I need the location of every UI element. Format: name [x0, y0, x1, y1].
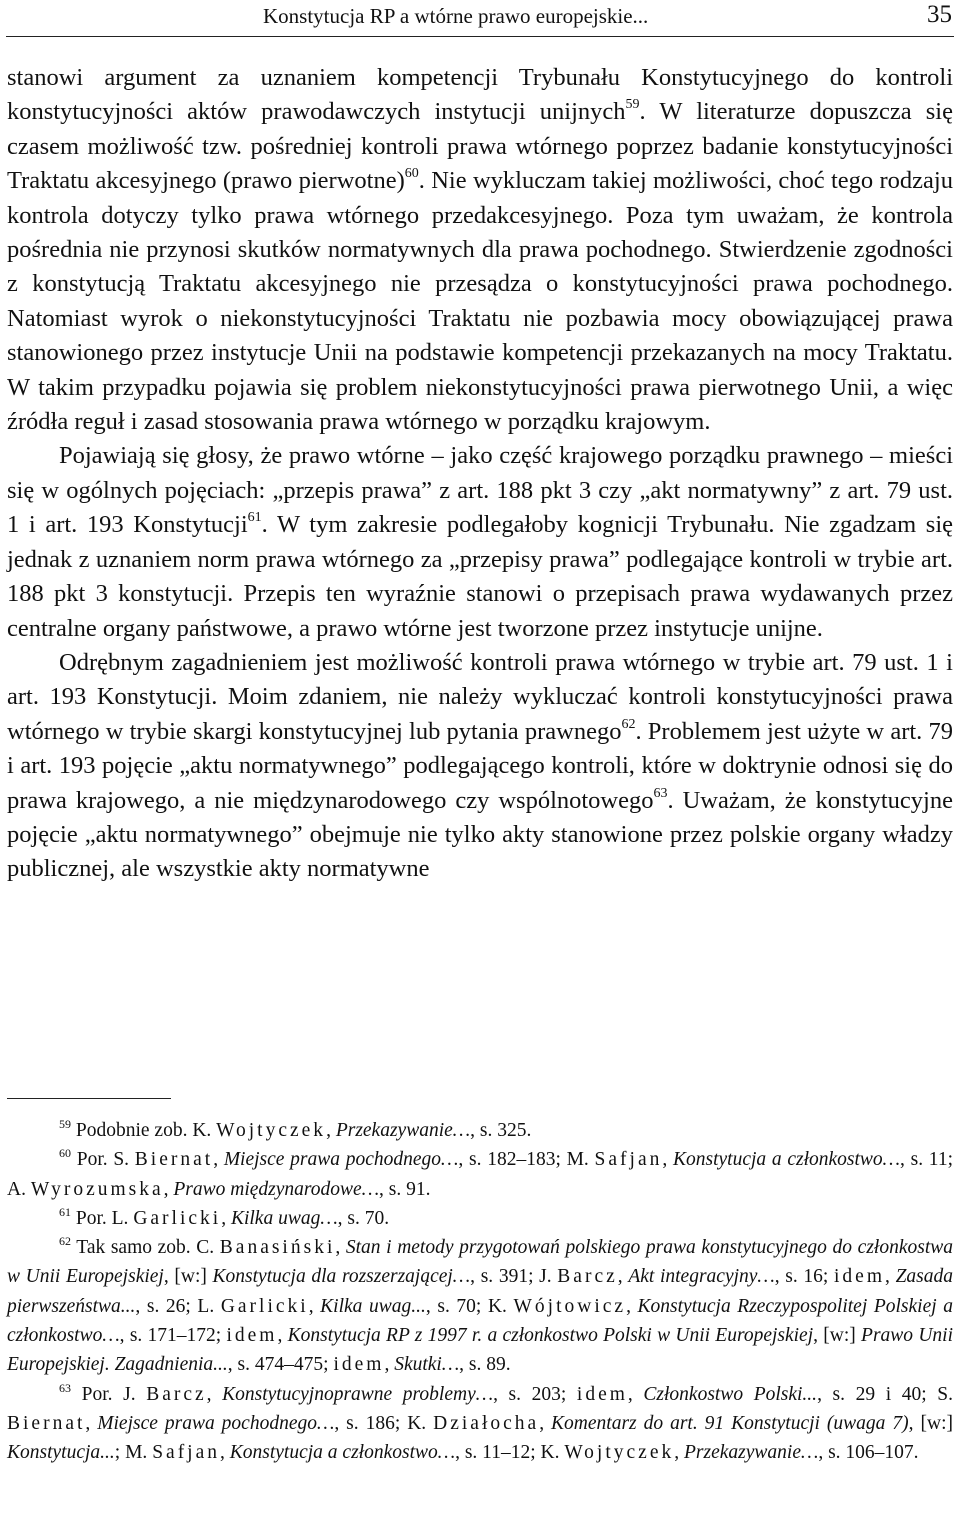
text-run: stanowi argument za uznaniem kompetencji Trybunału Konstytucyjnego do kontroli konstytucyjności aktów prawodawczych instytucji unijnych: [7, 64, 953, 126]
text-run: ,: [626, 1295, 638, 1317]
author-name: Safjan: [594, 1149, 663, 1171]
author-name: Barcz: [146, 1383, 207, 1405]
author-name: Biernat: [7, 1412, 86, 1434]
author-name: Barcz: [557, 1266, 618, 1288]
text-run: ,: [885, 1266, 896, 1288]
text-run: . W tym zakresie podlegałoby kognicji Trybunału. Nie zgadzam się jednak z uznaniem norm prawa wtórnego za „przepisy prawa” podlegające kontroli w trybie art. 188 pkt 3 konstytucji. Przepis ten wyraźnie stanowi o przepisach prawa wydawanych przez centralne organy państwowe, a prawo wtórne jest tworzone przez instytucje unijne.: [7, 511, 953, 642]
citation-title: Konstytucja dla rozszerzającej…: [212, 1266, 471, 1288]
author-name: Biernat: [134, 1149, 214, 1171]
text-run: ,: [539, 1412, 552, 1434]
footnote-marker: 63: [59, 1380, 71, 1395]
text-run: ,: [627, 1383, 644, 1405]
author-name: Garlicki: [220, 1295, 309, 1317]
citation-title: Konstytucja...: [7, 1442, 115, 1464]
text-run: ,: [213, 1149, 224, 1171]
text-run: ; M.: [114, 1442, 153, 1464]
citation-title: Kilka uwag…: [230, 1207, 338, 1229]
footnote: [7, 1116, 953, 1145]
author-name: Działocha: [433, 1412, 540, 1434]
footnote-marker: 61: [59, 1204, 71, 1219]
citation-title: Komentarz do art. 91 Konstytucji (uwaga 7): [551, 1412, 909, 1434]
text-run: . Nie wykluczam takiej możliwości, choć tego rodzaju kontrola dotyczy tylko prawa wtórnego przedakcesyjnego. Poza tym uważam, że kontrola pośrednia nie przynosi skutków normatywnych dla prawa pochodnego. Stwierdzenie zgodności z konstytucją Traktatu akcesyjnego nie przesądza o konstytucyjności prawa pochodnego. Natomiast wyrok o niekonstytucyjności Traktatu nie pozbawia mocy obowiązującej prawa stanowionego przez instytucje Unii na podstawie kompetencji przekazanych na mocy Traktatu. W takim przypadku pojawia się problem niekonstytucyjności prawa pierwotnego Unii, a więc źródła reguł i zasad stosowania prawa wtórnego w porządku krajowym.: [7, 167, 953, 436]
footnote-marker: 59: [59, 1117, 71, 1131]
body-paragraph: [7, 61, 953, 439]
text-run: , [w:]: [908, 1412, 953, 1434]
text-run: ,: [220, 1442, 230, 1464]
author-name: Wojtyczek: [216, 1120, 327, 1141]
text-run: ,: [308, 1295, 321, 1317]
footnote: [7, 1204, 953, 1233]
main-text: [7, 61, 953, 887]
citation-title: Skutki…: [394, 1354, 460, 1376]
text-run: , s. 16;: [774, 1266, 835, 1288]
footnotes: [7, 1116, 953, 1468]
footnote-marker: 62: [59, 1234, 71, 1249]
author-name: Banasiński: [219, 1237, 336, 1259]
text-run: Por. L.: [71, 1207, 134, 1229]
text-run: , s. 186; K.: [334, 1412, 434, 1434]
text-run: , s. 182–183; M.: [458, 1149, 595, 1171]
text-run: , [w:]: [163, 1266, 213, 1288]
author-name: idem: [226, 1325, 278, 1347]
text-run: , s. 11–12; K.: [455, 1442, 565, 1464]
text-run: , s. 70.: [337, 1207, 390, 1229]
citation-title: Konstytucyjnoprawne problemy…: [222, 1383, 494, 1405]
footnote-marker: 61: [247, 510, 262, 526]
text-run: Por. J.: [71, 1383, 147, 1405]
footnote: [7, 1233, 953, 1379]
text-run: , s. 474–475;: [227, 1354, 334, 1376]
author-name: idem: [333, 1354, 385, 1376]
citation-title: Prawo Unii Europejskiej. Zagadnienia...: [7, 1325, 953, 1376]
citation-title: Konstytucja a członkostwo…: [672, 1149, 901, 1171]
text-run: ,: [617, 1266, 629, 1288]
text-run: , s. 89.: [459, 1354, 511, 1376]
running-title: Konstytucja RP a wtórne prawo europejskie...: [263, 4, 649, 28]
text-run: . Uważam, że konstytucyjne pojęcie „aktu normatywnego” obejmuje nie tylko akty stanowione przez polskie organy władzy publicznej, ale wszystkie akty normatywne: [7, 786, 953, 883]
text-run: . Problemem jest użyte w art. 79 i art. 193 pojęcie „aktu normatywnego” podlegającego kontroli, które w doktrynie odnosi się do prawa krajowego, a nie międzynarodowego czy wspólnotowego: [7, 717, 953, 814]
text-run: ,: [277, 1325, 288, 1347]
page-number: 35: [927, 1, 952, 28]
body-paragraph: [7, 646, 953, 887]
text-run: , s. 29 i 40; S.: [817, 1383, 953, 1405]
text-run: ,: [335, 1237, 346, 1259]
footnote: [7, 1380, 953, 1468]
footnote-divider: [7, 1098, 171, 1099]
citation-title: Przekazywanie…: [335, 1120, 471, 1141]
text-run: Podobnie zob. K.: [71, 1120, 217, 1141]
footnote-marker: 62: [621, 716, 636, 732]
text-run: ,: [85, 1412, 98, 1434]
text-run: , s. 26; L.: [135, 1295, 221, 1317]
text-run: , s. 171–172;: [119, 1325, 227, 1347]
author-name: idem: [834, 1266, 886, 1288]
citation-title: Kilka uwag...: [320, 1295, 426, 1317]
text-run: W literaturze dopuszcza się czasem możliwość tzw. pośredniej kontroli prawa wtórnego poprzez badanie konstytucyjności Traktatu akcesyjnego (prawo pierwotne): [7, 98, 953, 195]
footnote-marker: 60: [59, 1146, 71, 1161]
text-run: ,: [326, 1120, 336, 1141]
text-run: Tak samo zob. C.: [71, 1237, 220, 1259]
text-run: ,: [384, 1354, 395, 1376]
citation-title: Akt integracyjny…: [628, 1266, 775, 1288]
text-run: , s. 325.: [470, 1120, 532, 1141]
text-run: ,: [662, 1149, 673, 1171]
citation-title: Miejsce prawa pochodnego…: [223, 1149, 459, 1171]
footnote-marker: 60: [404, 166, 419, 182]
citation-title: Konstytucja RP z 1997 r. a członkostwo Polski w Unii Europejskiej: [287, 1325, 814, 1347]
page-header: [0, 0, 960, 40]
text-run: Odrębnym zagadnieniem jest możliwość kontroli prawa wtórnego w trybie art. 79 ust. 1 i art. 193 Konstytucji. Moim zdaniem, nie należy wykluczać kontroli konstytucyjności prawa wtórnego w trybie skargi konstytucyjnej lub pytania prawnego: [7, 648, 953, 745]
text-run: .: [639, 98, 660, 126]
citation-title: Miejsce prawa pochodnego…: [97, 1412, 335, 1434]
citation-title: Członkostwo Polski...: [643, 1383, 818, 1405]
citation-title: Zasada pierwszeństwa...: [7, 1266, 953, 1317]
author-name: idem: [576, 1383, 628, 1405]
author-name: Wójtowicz: [513, 1295, 627, 1317]
author-name: Wyrozumska: [30, 1178, 164, 1200]
text-run: , [w:]: [813, 1325, 862, 1347]
text-run: , s. 70; K.: [425, 1295, 514, 1317]
citation-title: Konstytucja a członkostwo…: [229, 1442, 456, 1464]
text-run: , s. 11; A.: [7, 1149, 954, 1200]
author-name: Wojtyczek: [564, 1442, 675, 1464]
text-run: Por. S.: [71, 1149, 135, 1171]
text-run: ,: [221, 1207, 231, 1229]
citation-title: Stan i metody przygotowań polskiego prawa konstytucyjnego do członkostwa w Unii Europejskiej: [7, 1237, 953, 1288]
footnote-marker: 59: [625, 97, 640, 113]
footnote: [7, 1145, 953, 1204]
text-run: , s. 203;: [493, 1383, 577, 1405]
author-name: Safjan: [152, 1442, 221, 1464]
body-paragraph: [7, 439, 953, 645]
citation-title: Konstytucja Rzeczypospolitej Polskiej a członkostwo…: [7, 1295, 953, 1347]
header-divider: [6, 36, 954, 37]
text-run: ,: [163, 1178, 174, 1200]
footnote-marker: 63: [653, 785, 668, 801]
text-run: , s. 91.: [379, 1178, 431, 1200]
author-name: Garlicki: [133, 1207, 222, 1229]
citation-title: Przekazywanie…: [684, 1442, 819, 1464]
text-run: ,: [206, 1383, 223, 1405]
citation-title: Prawo międzynarodowe…: [173, 1178, 380, 1200]
text-run: ,: [674, 1442, 684, 1464]
text-run: , s. 106–107.: [818, 1442, 919, 1464]
text-run: , s. 391; J.: [470, 1266, 558, 1288]
text-run: Pojawiają się głosy, że prawo wtórne – jako część krajowego porządku prawnego – mieści się w ogólnych pojęciach: „przepis prawa” z art. 188 pkt 3 czy „akt normatywny” z art. 79 ust. 1 i art. 193 Konstytucji: [7, 442, 953, 539]
